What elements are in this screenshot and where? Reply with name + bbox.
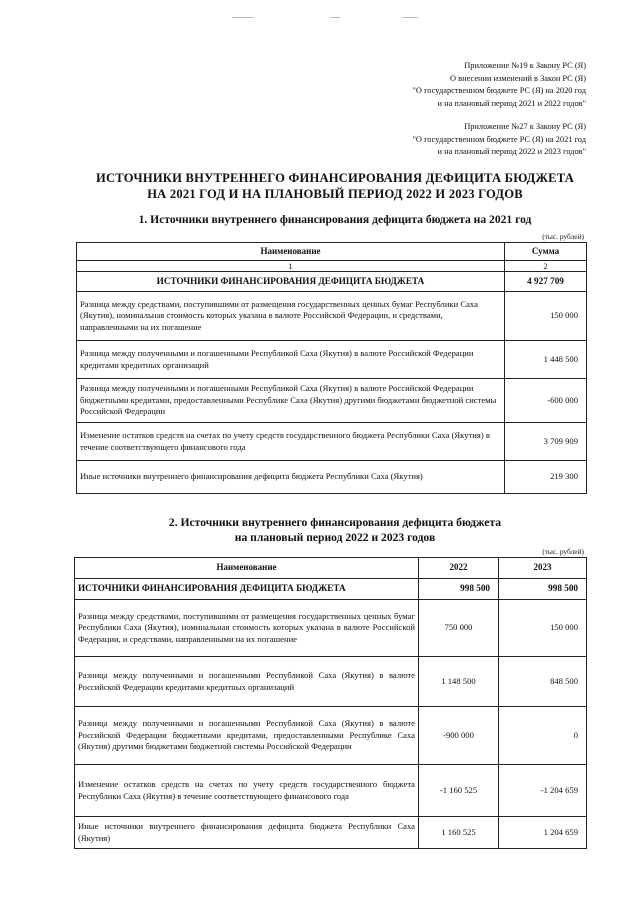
row-name: Разница между полученными и погашенными Республикой Саха (Якутия) в валюте Российской Федерации кредитами кредитных организаций xyxy=(75,657,419,707)
table-2022-2023 xyxy=(74,557,587,849)
row-sum: 1 448 500 xyxy=(505,341,587,379)
units-note: (тыс. рублей) xyxy=(542,547,584,556)
appendix-line: О внесении изменений в Закон РС (Я) xyxy=(450,73,586,83)
appendix-note-19 xyxy=(413,60,586,110)
row-sum: -600 000 xyxy=(505,379,587,423)
section-title-line: 2. Источники внутреннего финансирования дефицита бюджета xyxy=(168,516,502,529)
row-name: Иные источники внутреннего финансирования дефицита бюджета Республики Саха (Якутия) xyxy=(75,817,419,849)
total-sum: 4 927 709 xyxy=(505,272,587,292)
row-2023: 1 204 659 xyxy=(499,817,587,849)
column-header-name: Наименование xyxy=(77,243,505,261)
row-2023: -1 204 659 xyxy=(499,765,587,817)
appendix-line: "О государственном бюджете РС (Я) на 2020 год xyxy=(412,86,586,96)
total-2023: 998 500 xyxy=(499,579,587,600)
document-title xyxy=(60,170,610,202)
column-header-name: Наименование xyxy=(75,558,419,579)
table-row xyxy=(77,341,587,379)
row-2023: 150 000 xyxy=(499,600,587,657)
table-total-row xyxy=(75,579,587,600)
title-line: ИСТОЧНИКИ ВНУТРЕННЕГО ФИНАНСИРОВАНИЯ ДЕФИЦИТА БЮДЖЕТА xyxy=(95,171,575,185)
column-header-2022: 2022 xyxy=(419,558,499,579)
table-row xyxy=(75,765,587,817)
scan-artifact xyxy=(402,17,418,18)
appendix-line: Приложение №27 к Закону РС (Я) xyxy=(464,122,586,131)
title-line: НА 2021 ГОД И НА ПЛАНОВЫЙ ПЕРИОД 2022 И 2023 ГОДОВ xyxy=(147,187,523,201)
row-2023: 0 xyxy=(499,707,587,765)
column-index: 2 xyxy=(505,261,587,272)
total-2022: 998 500 xyxy=(419,579,499,600)
appendix-line: и на плановый период 2021 и 2022 годов" xyxy=(437,98,586,108)
row-2023: 848 500 xyxy=(499,657,587,707)
appendix-line: "О государственном бюджете РС (Я) на 2021 год xyxy=(412,134,586,144)
row-sum: 3 709 909 xyxy=(505,423,587,461)
row-sum: 219 300 xyxy=(505,461,587,494)
row-name: Разница между полученными и погашенными Республикой Саха (Якутия) в валюте Российской Федерации кредитами кредитных организаций xyxy=(77,341,505,379)
table-row xyxy=(77,379,587,423)
table-row xyxy=(77,423,587,461)
section-1-title: 1. Источники внутреннего финансирования дефицита бюджета на 2021 год xyxy=(138,213,532,226)
table-row xyxy=(75,657,587,707)
column-header-2023: 2023 xyxy=(499,558,587,579)
table-row xyxy=(75,817,587,849)
row-2022: 1 148 500 xyxy=(419,657,499,707)
row-name: Иные источники внутреннего финансирования дефицита бюджета Республики Саха (Якутия) xyxy=(77,461,505,494)
table-row xyxy=(75,600,587,657)
table-row xyxy=(77,461,587,494)
table-row xyxy=(77,292,587,341)
row-name: Разница между средствами, поступившими от размещения государственных ценных бумаг Республики Саха (Якутия), номинальная стоимость которых указана в валюте Российской Федерации, и средствами, направленными на их погашение xyxy=(77,292,505,341)
row-sum: 150 000 xyxy=(505,292,587,341)
column-header-sum: Сумма xyxy=(505,243,587,261)
scan-artifact xyxy=(232,17,254,18)
section-title-line: на плановый период 2022 и 2023 годов xyxy=(234,531,436,544)
row-name: Изменение остатков средств на счетах по учету средств государственного бюджета Республики Саха (Якутия) в течение соответствующего финансового года xyxy=(75,765,419,817)
column-index: 1 xyxy=(77,261,505,272)
table-2021 xyxy=(76,242,587,494)
appendix-note-27 xyxy=(413,121,586,159)
row-2022: -900 000 xyxy=(419,707,499,765)
table-row xyxy=(75,707,587,765)
scan-artifact xyxy=(330,17,340,18)
row-name: Изменение остатков средств на счетах по учету средств государственного бюджета Республики Саха (Якутия) в течение соответствующего финансового года xyxy=(77,423,505,461)
section-2-title xyxy=(60,515,610,545)
row-2022: 750 000 xyxy=(419,600,499,657)
row-name: Разница между полученными и погашенными Республикой Саха (Якутия) в валюте Российской Федерации бюджетными кредитами, предоставленными Республике Саха (Якутия) другими бюджетами бюджетной системы Российской Федерации xyxy=(75,707,419,765)
row-name: Разница между полученными и погашенными Республикой Саха (Якутия) в валюте Российской Федерации бюджетными кредитами, предоставленными Республике Саха (Якутия) другими бюджетами бюджетной системы Российской Федерации xyxy=(77,379,505,423)
appendix-line: и на плановый период 2022 и 2023 годов" xyxy=(437,147,586,157)
row-2022: -1 160 525 xyxy=(419,765,499,817)
appendix-line: Приложение №19 к Закону РС (Я) xyxy=(464,61,586,70)
units-note: (тыс. рублей) xyxy=(542,232,584,241)
total-label: ИСТОЧНИКИ ФИНАНСИРОВАНИЯ ДЕФИЦИТА БЮДЖЕТА xyxy=(75,579,419,600)
row-2022: 1 160 525 xyxy=(419,817,499,849)
row-name: Разница между средствами, поступившими от размещения государственных ценных бумаг Республики Саха (Якутия), номинальная стоимость которых указана в валюте Российской Федерации, и средствами, направленными на их погашение xyxy=(75,600,419,657)
table-total-row xyxy=(77,272,587,292)
total-label: ИСТОЧНИКИ ФИНАНСИРОВАНИЯ ДЕФИЦИТА БЮДЖЕТА xyxy=(77,272,505,292)
